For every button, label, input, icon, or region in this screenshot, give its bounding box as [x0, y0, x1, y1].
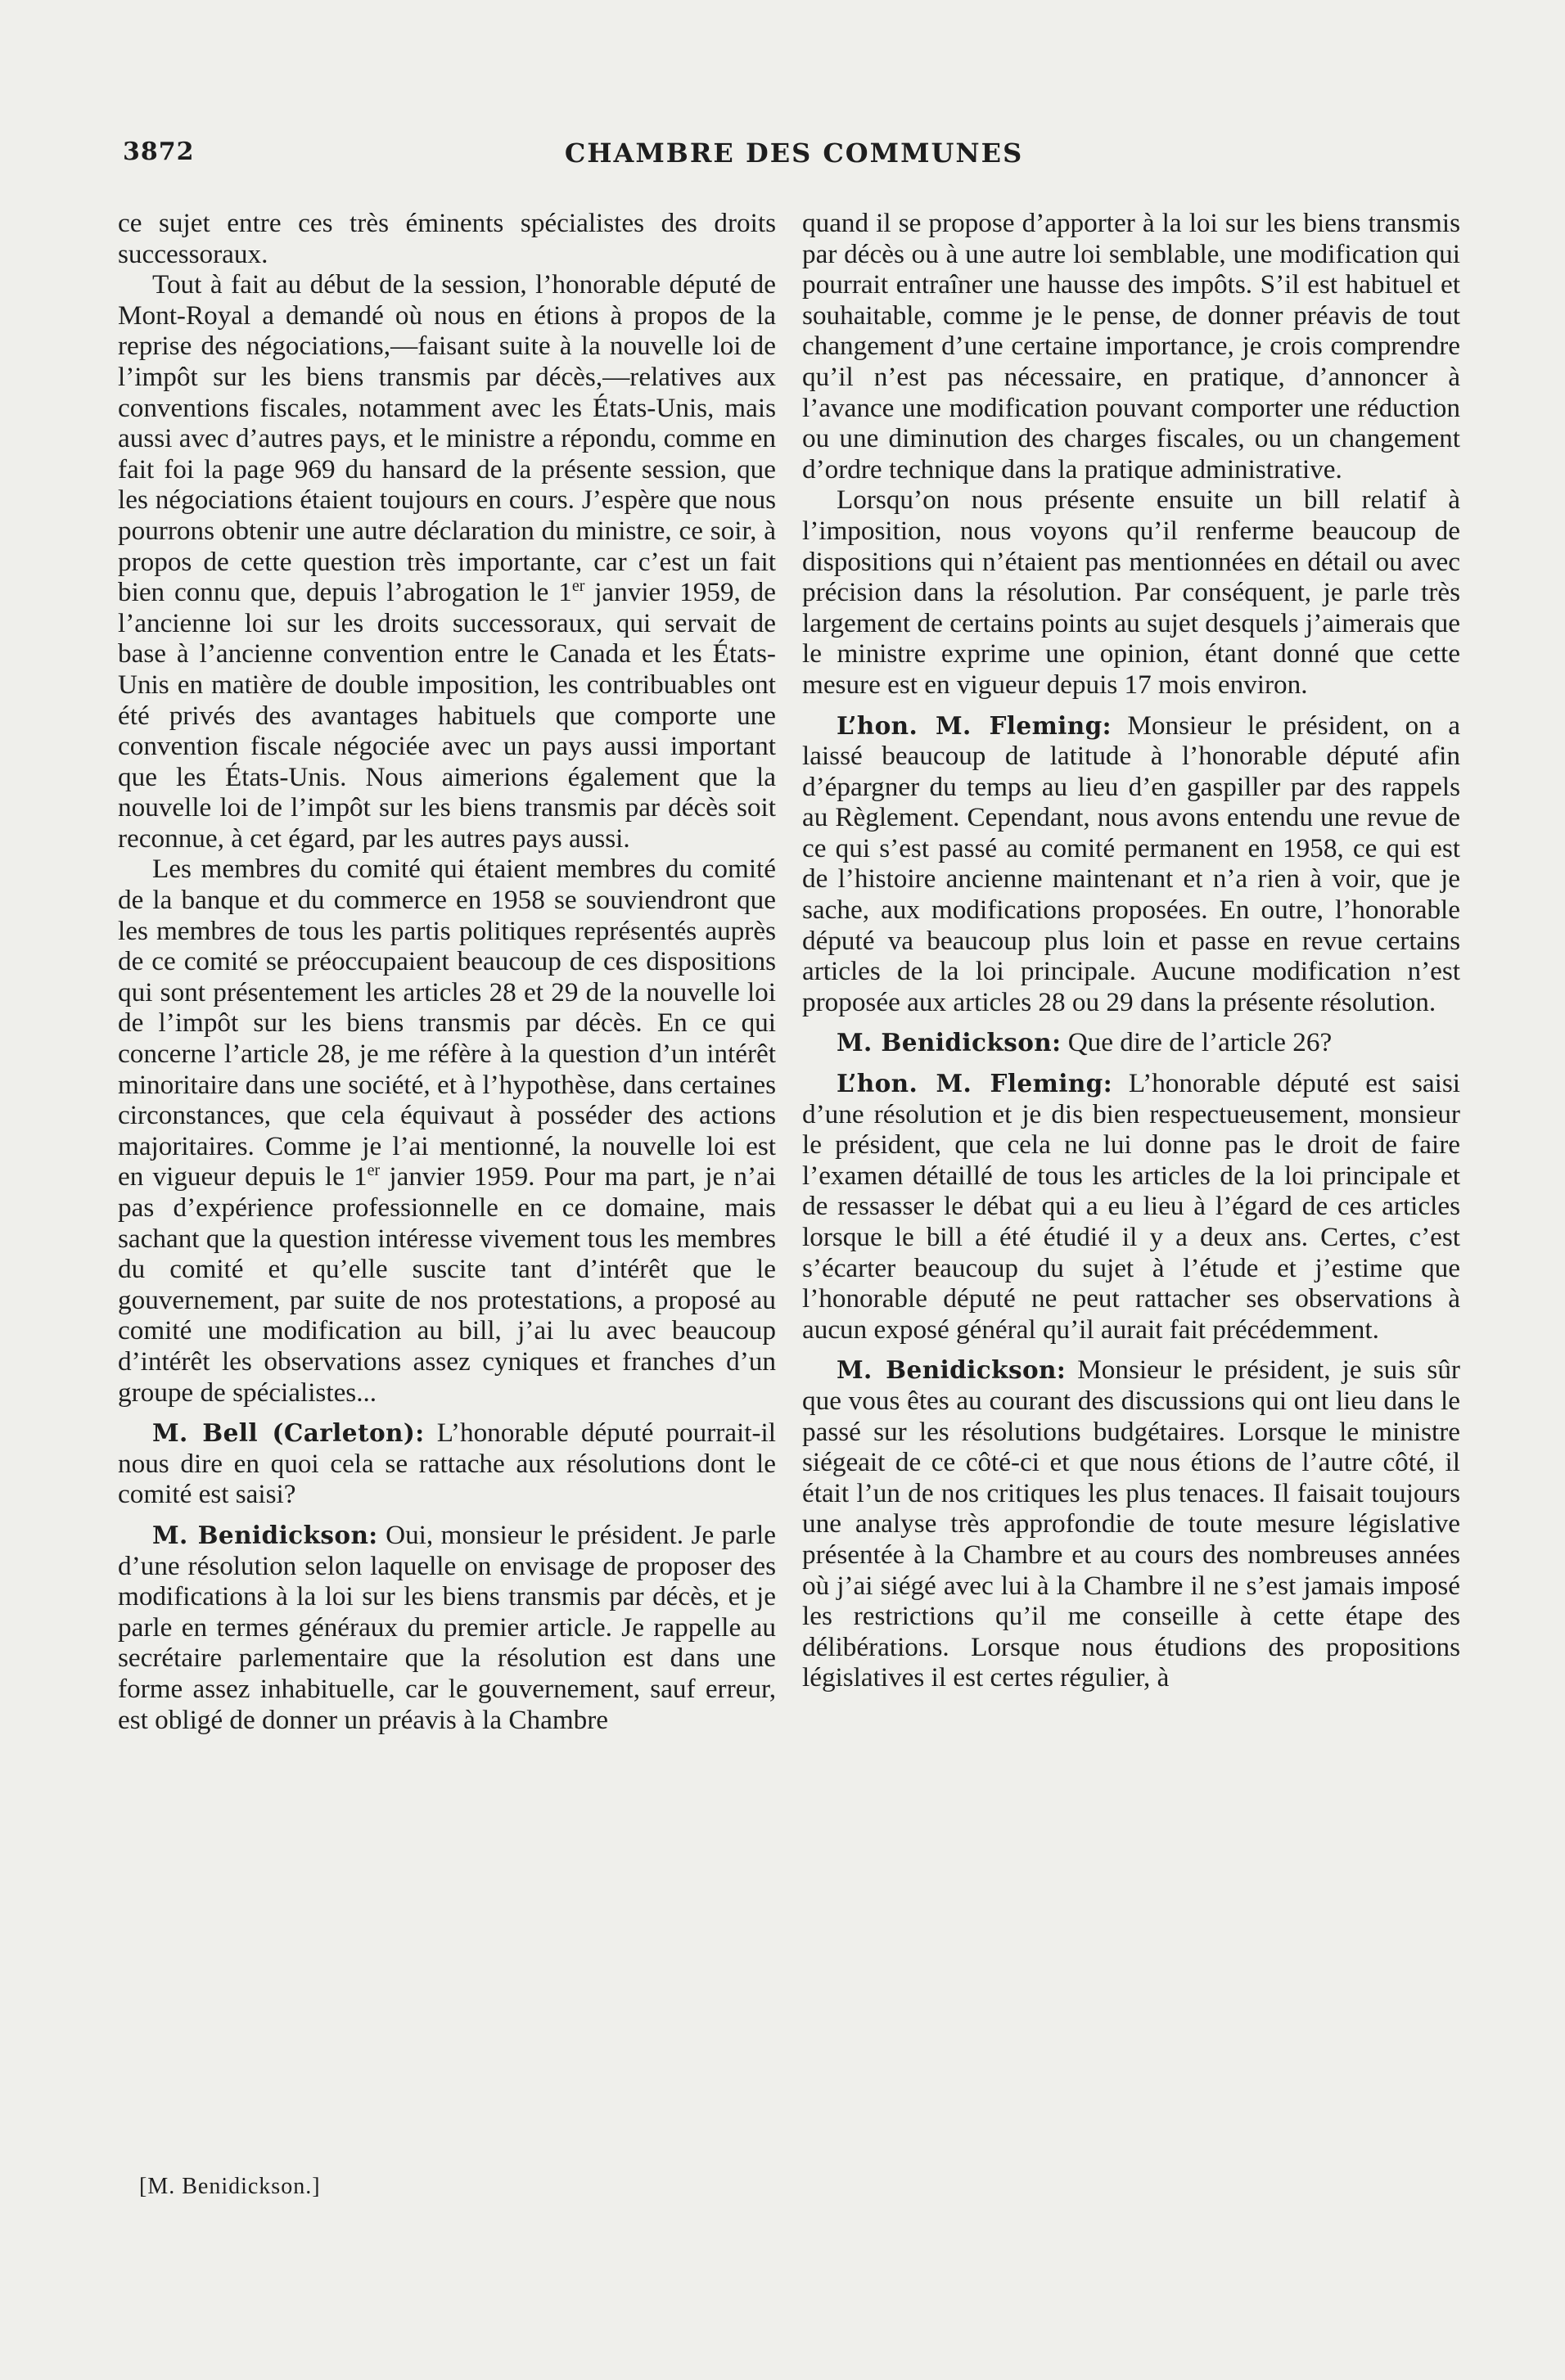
page-title: CHAMBRE DES COMMUNES	[564, 137, 1024, 169]
speaker-name: M. Benidickson:	[837, 1028, 1062, 1057]
speaker-name: M. Benidickson:	[837, 1355, 1067, 1385]
paragraph-text: L’honorable député pourrait-il nous dire en quoi cela se rattache aux résolutions dont le comité est saisi?	[118, 1418, 776, 1510]
speaker-footnote: [M. Benidickson.]	[139, 2174, 321, 2199]
speaker-name: M. Bell (Carleton):	[152, 1418, 425, 1448]
speaker-name: M. Benidickson:	[152, 1520, 378, 1549]
speaker-name: L’hon. M. Fleming:	[837, 1069, 1112, 1098]
paragraph	[118, 1520, 776, 1735]
paragraph-text: Les membres du comité qui étaient membres du comité de la banque et du commerce en 1958 se souviendront que les membres de tous les partis politiques représentés auprès de ce comité se préoccupaient beaucoup de ces dispositions qui sont présentement les articles 28 et 29 de la nouvelle loi de l’impôt sur les biens transmis par décès. En ce qui concerne l’article 28, je me réfère à la question d’un intérêt minoritaire dans une société, et à l’hypothèse, dans certaines circonstances, que cela équivaut à posséder des actions majoritaires. Comme je l’ai mentionné, la nouvelle loi est en vigueur depuis le 1	[118, 854, 776, 1192]
paragraph-text: janvier 1959, de l’ancienne loi sur les droits successoraux, qui servait de base à l’ancienne convention entre le Canada et les États-Unis en matière de double imposition, les contribuables ont été privés des avantages habituels que comporte une convention fiscale négociée avec un pays aussi important que les États-Unis. Nous aimerions également que la nouvelle loi de l’impôt sur les biens transmis par décès soit reconnue, à cet égard, par les autres pays aussi.	[118, 577, 776, 854]
paragraph	[802, 710, 1460, 1018]
paragraph-text: Monsieur le président, on a laissé beaucoup de latitude à l’honorable député afin d’épargner du temps au lieu d’en gaspiller par des rappels au Règlement. Cependant, nous avons entendu une revue de ce qui s’est passé au comité permanent en 1958, ce qui est de l’histoire ancienne maintenant et n’a rien à voir, que je sache, aux modifications proposées. En outre, l’honorable député va beaucoup plus loin et passe en revue certains articles de la loi principale. Aucune modification n’est proposée aux articles 28 ou 29 dans la présente résolution.	[802, 710, 1460, 1017]
page-number: 3872	[123, 137, 195, 166]
superscript: er	[571, 577, 585, 596]
paragraph	[118, 269, 776, 854]
left-column	[118, 208, 776, 1735]
speaker-name: L’hon. M. Fleming:	[837, 710, 1112, 740]
right-column	[802, 208, 1460, 1693]
paragraph-text: Tout à fait au début de la session, l’honorable député de Mont-Royal a demandé où nous en étions à propos de la reprise des négociations,—faisant suite à la nouvelle loi de l’impôt sur les biens transmis par décès,—relatives aux conventions fiscales, notamment avec les États-Unis, mais aussi avec d’autres pays, et le ministre a répondu, comme en fait foi la page 969 du hansard de la présente session, que les négociations étaient toujours en cours. J’espère que nous pourrons obtenir une autre déclaration du ministre, ce soir, à propos de cette question très importante, car c’est un fait bien connu que, depuis l’abrogation le 1	[118, 269, 776, 608]
paragraph	[802, 1355, 1460, 1693]
paragraph-text: Monsieur le président, je suis sûr que vous êtes au courant des discussions qui ont lieu dans le passé sur les résolutions budgétaires. Lorsque le ministre siégeait de ce côté-ci et que nous étions de l’autre côté, il était l’un de nos critiques les plus tenaces. Il faisait toujours une analyse très approfondie de toute mesure législative présentée à la Chambre et au cours des nombreuses années où j’ai siégé avec lui à la Chambre il ne s’est jamais imposé les restrictions qu’il me conseille à cette étape des délibérations. Lorsque nous étudions des propositions législatives il est certes régulier, à	[802, 1355, 1460, 1693]
paragraph	[118, 1418, 776, 1510]
paragraph-text: L’honorable député est saisi d’une résolution et je dis bien respectueusement, monsieur le président, que cela ne lui donne pas le droit de faire l’examen détaillé de tous les articles de la loi principale et de ressasser le débat qui a eu lieu à l’égard de ces articles lorsque le bill a été étudié il y a deux ans. Certes, c’est s’écarter beaucoup du sujet à l’étude et j’estime que l’honorable député ne peut rattacher ses observations à aucun exposé général qu’il aurait fait précédemment.	[802, 1068, 1460, 1345]
paragraph: quand il se propose d’apporter à la loi sur les biens transmis par décès ou à une autre loi semblable, une modification qui pourrait entraîner une hausse des impôts. S’il est habituel et souhaitable, comme je le pense, de donner préavis de tout changement d’une certaine importance, je crois comprendre qu’il n’est pas nécessaire, en pratique, d’annoncer à l’avance une modification pouvant comporter une réduction ou une diminution des charges fiscales, ou un changement d’ordre technique dans la pratique administrative.	[802, 208, 1460, 485]
paragraph-text: janvier 1959. Pour ma part, je n’ai pas d’expérience professionnelle en ce domaine, mais sachant que la question intéresse vivement tous les membres du comité et qu’elle suscite tant d’intérêt que le gouvernement, par suite de nos protestations, a proposé au comité une modification au bill, j’ai lu avec beaucoup d’intérêt les observations assez cyniques et franches d’un groupe de spécialistes...	[118, 1161, 776, 1408]
paragraph	[118, 854, 776, 1408]
paragraph: ce sujet entre ces très éminents spécialistes des droits successoraux.	[118, 208, 776, 269]
paragraph-text: Oui, monsieur le président. Je parle d’une résolution selon laquelle on envisage de proposer des modifications à la loi sur les biens transmis par décès, et je parle en termes généraux du premier article. Je rappelle au secrétaire parlementaire que la résolution est dans une forme assez inhabituelle, car le gouvernement, sauf erreur, est obligé de donner un préavis à la Chambre	[118, 1519, 776, 1735]
page-header	[123, 137, 1465, 178]
paragraph	[802, 1068, 1460, 1345]
paragraph	[802, 1027, 1460, 1058]
paragraph: Lorsqu’on nous présente ensuite un bill relatif à l’imposition, nous voyons qu’il renferme beaucoup de dispositions qui n’étaient pas mentionnées en détail ou avec précision dans la résolution. Par conséquent, je parle très largement de certains points au sujet desquels j’aimerais que le ministre exprime une opinion, étant donné que cette mesure est en vigueur depuis 17 mois environ.	[802, 485, 1460, 700]
paragraph-text: Que dire de l’article 26?	[1061, 1027, 1333, 1058]
superscript: er	[367, 1161, 381, 1180]
